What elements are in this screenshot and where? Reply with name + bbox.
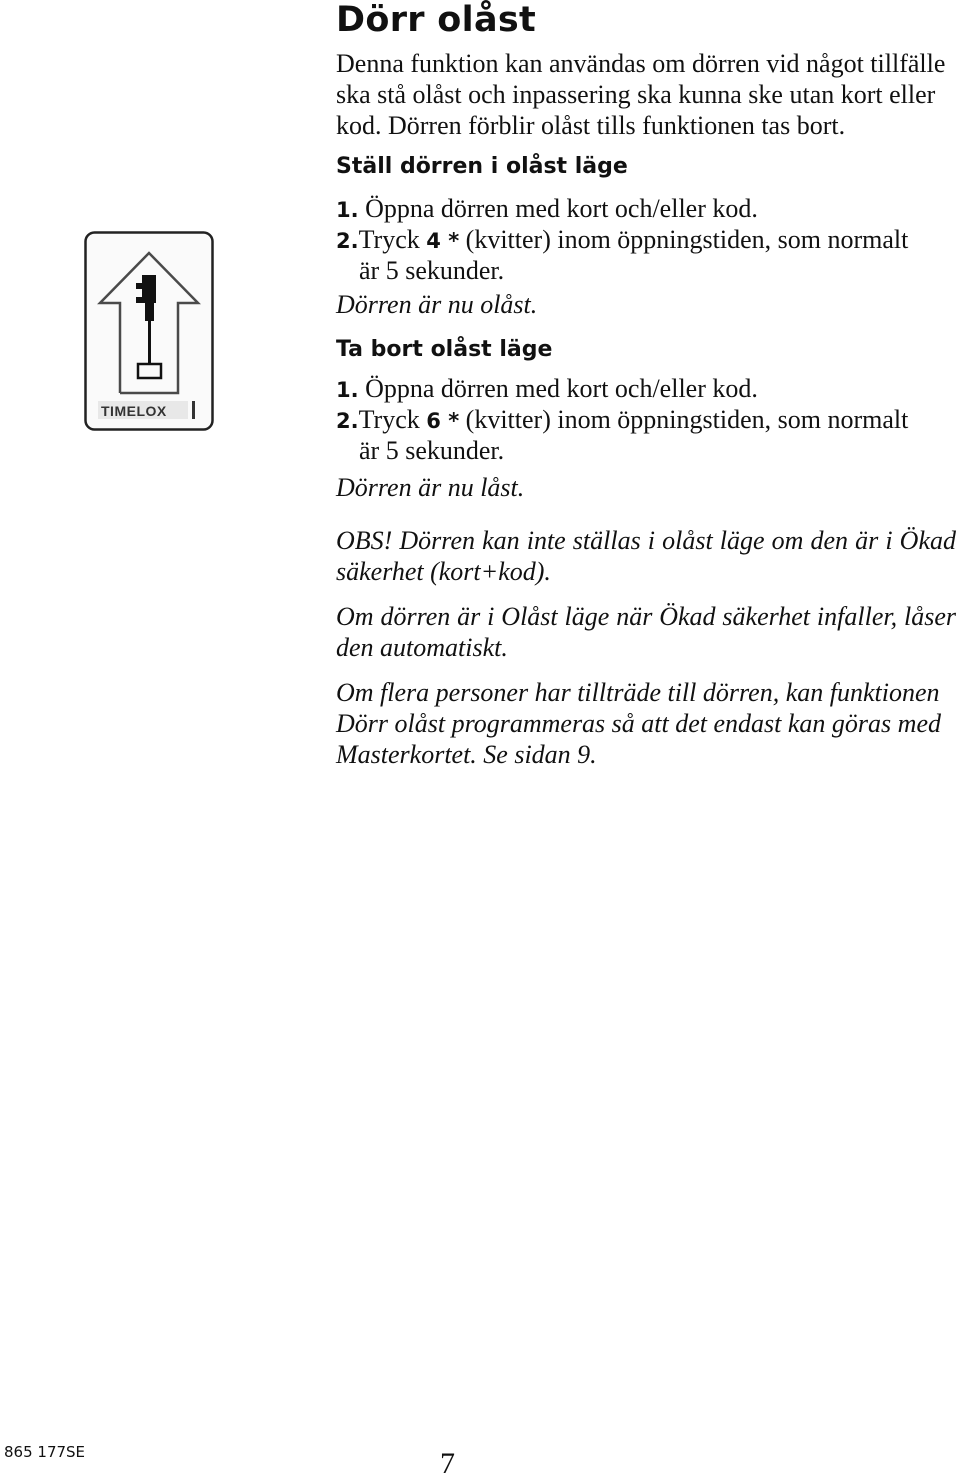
result-unlocked: Dörren är nu olåst. [336, 290, 538, 319]
page-title: Dörr olåst [336, 0, 537, 40]
key-code: 6 * [426, 409, 460, 433]
step-text-pre: Tryck [358, 225, 420, 254]
remove-unlocked-step-1 [336, 373, 758, 406]
auto-lock-note: Om dörren är i Olåst läge när Ökad säkerhet infaller, låser den automatiskt. [336, 602, 956, 662]
key-code: 4 * [426, 229, 460, 253]
step-number: 1. [336, 378, 359, 402]
remove-unlocked-step-2 [336, 404, 908, 437]
step-number: 2. [336, 409, 359, 433]
set-unlocked-step-2-cont: är 5 sekunder. [359, 256, 505, 285]
step-text-post: (kvitter) inom öppningstiden, som normalt [465, 405, 909, 434]
master-card-note: Om flera personer har tillträde till dörren, kan funktionen Dörr olåst programmeras så att det endast kan göras med Masterkortet. Se sidan 9. [336, 678, 941, 769]
section-heading-remove-unlocked: Ta bort olåst läge [336, 337, 553, 362]
obs-note: OBS! Dörren kan inte ställas i olåst läge om den är i Ökad säkerhet (kort+kod). [336, 526, 956, 586]
document-code: 865 177SE [4, 1443, 86, 1461]
timelox-logo-text: TIMELOX [101, 403, 167, 419]
step-number: 1. [336, 198, 359, 222]
step-text: Öppna dörren med kort och/eller kod. [365, 374, 758, 403]
step-text-pre: Tryck [358, 405, 420, 434]
step-number: 2. [336, 229, 359, 253]
intro-paragraph: Denna funktion kan användas om dörren vid något tillfälle ska stå olåst och inpassering ska kunna ske utan kort eller kod. Dörren förblir olåst tills funktionen tas bort. [336, 49, 946, 140]
set-unlocked-step-2 [336, 224, 908, 257]
remove-unlocked-step-2-cont: är 5 sekunder. [359, 436, 505, 465]
page-number: 7 [440, 1447, 455, 1480]
set-unlocked-step-1 [336, 193, 758, 226]
section-heading-set-unlocked: Ställ dörren i olåst läge [336, 154, 628, 179]
timelox-unlock-key-icon [84, 231, 214, 431]
step-text: Öppna dörren med kort och/eller kod. [365, 194, 758, 223]
step-text-post: (kvitter) inom öppningstiden, som normalt [465, 225, 909, 254]
result-locked: Dörren är nu låst. [336, 473, 525, 502]
